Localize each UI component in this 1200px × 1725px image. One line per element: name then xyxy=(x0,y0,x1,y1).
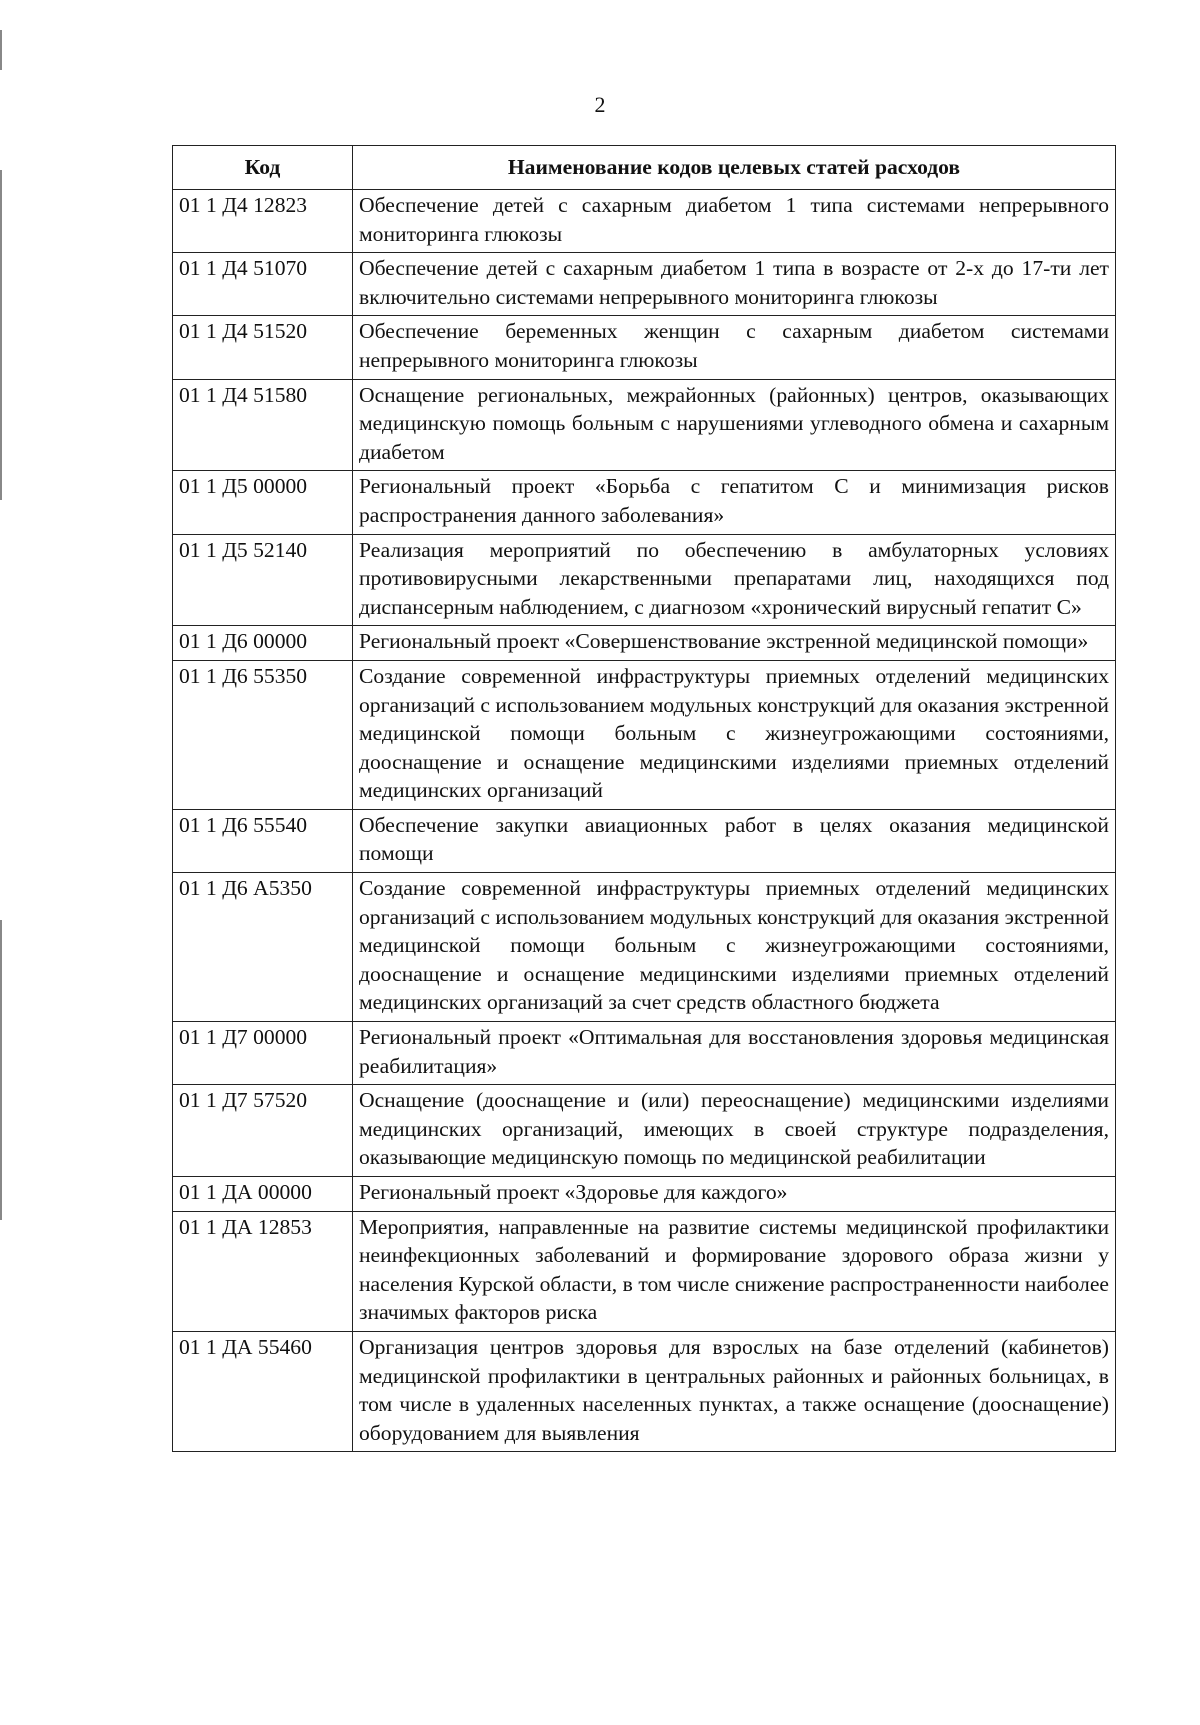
budget-codes-table xyxy=(172,145,1116,1452)
scan-edge-mark xyxy=(0,30,2,70)
code-cell: 01 1 Д6 00000 xyxy=(173,626,353,661)
table-row xyxy=(173,316,1116,379)
scan-edge-mark xyxy=(0,920,2,1220)
name-cell: Создание современной инфраструктуры приемных отделений медицинских организаций с использованием модульных конструкций для оказания экстренной медицинской помощи больным с жизнеугрожающими состояниями, дооснащение и оснащение медицинскими изделиями приемных отделений медицинских организаций за счет средств областного бюджета xyxy=(353,873,1116,1022)
table-row xyxy=(173,660,1116,809)
code-cell: 01 1 Д5 00000 xyxy=(173,471,353,534)
code-cell: 01 1 ДА 12853 xyxy=(173,1211,353,1331)
code-cell: 01 1 Д4 51520 xyxy=(173,316,353,379)
column-header-code: Код xyxy=(173,146,353,190)
scan-edge-mark xyxy=(0,170,2,500)
table-header-row xyxy=(173,146,1116,190)
name-cell: Региональный проект «Совершенствование экстренной медицинской помощи» xyxy=(353,626,1116,661)
name-cell: Региональный проект «Оптимальная для восстановления здоровья медицинская реабилитация» xyxy=(353,1022,1116,1085)
table-row xyxy=(173,471,1116,534)
code-cell: 01 1 Д7 57520 xyxy=(173,1085,353,1177)
table-row xyxy=(173,1085,1116,1177)
name-cell: Обеспечение детей с сахарным диабетом 1 типа в возрасте от 2-х до 17-ти лет включительно системами непрерывного мониторинга глюкозы xyxy=(353,253,1116,316)
code-cell: 01 1 Д6 А5350 xyxy=(173,873,353,1022)
code-cell: 01 1 Д6 55540 xyxy=(173,809,353,872)
name-cell: Реализация мероприятий по обеспечению в амбулаторных условиях противовирусными лекарственными препаратами лиц, находящихся под диспансерным наблюдением, с диагнозом «хронический вирусный гепатит С» xyxy=(353,534,1116,626)
name-cell: Обеспечение беременных женщин с сахарным диабетом системами непрерывного мониторинга глюкозы xyxy=(353,316,1116,379)
code-cell: 01 1 Д7 00000 xyxy=(173,1022,353,1085)
code-cell: 01 1 Д4 51070 xyxy=(173,253,353,316)
table-row xyxy=(173,379,1116,471)
table-row xyxy=(173,190,1116,253)
name-cell: Оснащение региональных, межрайонных (районных) центров, оказывающих медицинскую помощь больным с нарушениями углеводного обмена и сахарным диабетом xyxy=(353,379,1116,471)
name-cell: Региональный проект «Борьба с гепатитом С и минимизация рисков распространения данного заболевания» xyxy=(353,471,1116,534)
name-cell: Организация центров здоровья для взрослых на базе отделений (кабинетов) медицинской профилактики в центральных районных и районных больницах, в том числе в удаленных населенных пунктах, а также оснащение (дооснащение) оборудованием для выявления xyxy=(353,1331,1116,1451)
name-cell: Оснащение (дооснащение и (или) переоснащение) медицинскими изделиями медицинских организаций, имеющих в своей структуре подразделения, оказывающие медицинскую помощь по медицинской реабилитации xyxy=(353,1085,1116,1177)
name-cell: Обеспечение детей с сахарным диабетом 1 типа системами непрерывного мониторинга глюкозы xyxy=(353,190,1116,253)
code-cell: 01 1 Д4 51580 xyxy=(173,379,353,471)
name-cell: Региональный проект «Здоровье для каждого» xyxy=(353,1177,1116,1212)
table-row xyxy=(173,1177,1116,1212)
code-cell: 01 1 Д6 55350 xyxy=(173,660,353,809)
table-row xyxy=(173,253,1116,316)
table-row xyxy=(173,1022,1116,1085)
code-cell: 01 1 ДА 55460 xyxy=(173,1331,353,1451)
table-row xyxy=(173,1331,1116,1451)
table-row xyxy=(173,873,1116,1022)
code-cell: 01 1 Д4 12823 xyxy=(173,190,353,253)
column-header-name: Наименование кодов целевых статей расходов xyxy=(353,146,1116,190)
name-cell: Мероприятия, направленные на развитие системы медицинской профилактики неинфекционных заболеваний и формирование здорового образа жизни у населения Курской области, в том числе снижение распространенности наиболее значимых факторов риска xyxy=(353,1211,1116,1331)
table-row xyxy=(173,534,1116,626)
page-number: 2 xyxy=(594,92,606,117)
code-cell: 01 1 Д5 52140 xyxy=(173,534,353,626)
name-cell: Обеспечение закупки авиационных работ в целях оказания медицинской помощи xyxy=(353,809,1116,872)
table-row xyxy=(173,626,1116,661)
code-cell: 01 1 ДА 00000 xyxy=(173,1177,353,1212)
table-row xyxy=(173,809,1116,872)
table-row xyxy=(173,1211,1116,1331)
name-cell: Создание современной инфраструктуры приемных отделений медицинских организаций с использованием модульных конструкций для оказания экстренной медицинской помощи больным с жизнеугрожающими состояниями, дооснащение и оснащение медицинскими изделиями приемных отделений медицинских организаций xyxy=(353,660,1116,809)
